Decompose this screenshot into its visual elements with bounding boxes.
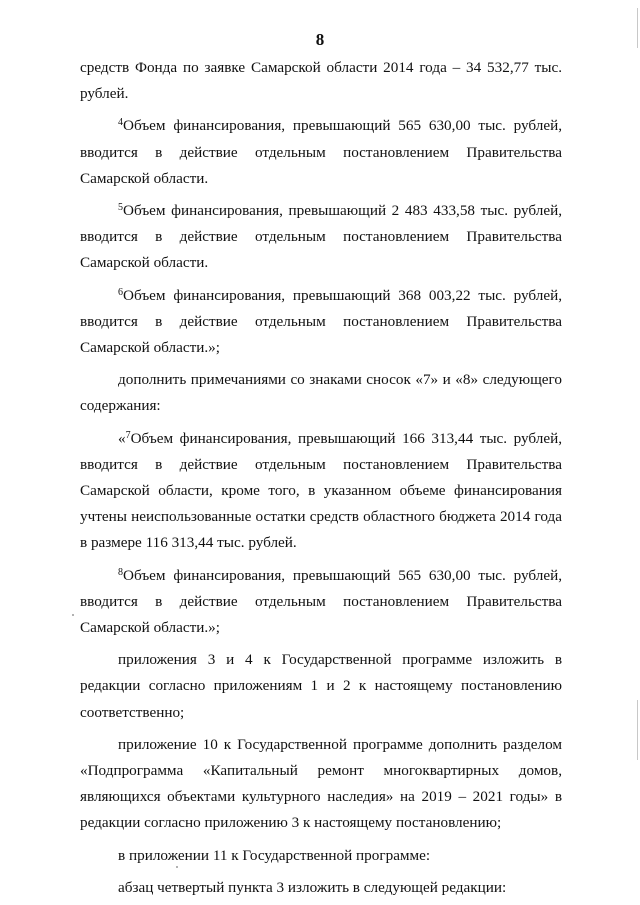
paragraph-text: средств Фонда по заявке Самарской области 2014 года – 34 532,77 тыс. рублей. — [80, 59, 562, 103]
document-body — [80, 55, 562, 901]
footnote-marker: 6 — [118, 286, 123, 298]
paragraph-text: Объем финансирования, превышающий 166 313,44 тыс. рублей, вводится в действие отдельным постановлением Правительства Самарской области, кроме того, в указанном объеме финансирования учтены неиспользованные остатки средств областного бюджета 2014 года в размере 116 313,44 тыс. рублей. — [80, 429, 562, 552]
paragraph-text: приложение 10 к Государственной программе дополнить разделом «Подпрограмма «Капитальный ремонт многоквартирных домов, являющихся объектами культурного наследия» на 2019 – 2021 годы» в редакции согласно приложению 3 к настоящему постановлению; — [80, 735, 562, 832]
footnote-5-paragraph — [80, 198, 562, 277]
footnote-6-paragraph — [80, 283, 562, 362]
paragraph-text: абзац четвертый пункта 3 изложить в следующей редакции: — [118, 878, 507, 896]
paragraph-text: Объем финансирования, превышающий 2 483 433,58 тыс. рублей, вводится в действие отдельным постановлением Правительства Самарской области. — [80, 202, 562, 272]
footnote-8-paragraph — [80, 563, 562, 642]
appendix-10-paragraph — [80, 732, 562, 837]
paragraph-text: Объем финансирования, превышающий 565 630,00 тыс. рублей, вводится в действие отдельным постановлением Правительства Самарской области.»; — [80, 566, 562, 637]
footnote-marker: 5 — [118, 202, 123, 214]
paragraph-text: дополнить примечаниями со знаками сносок «7» и «8» следующего содержания: — [80, 371, 562, 415]
paragraph-four-point-3 — [80, 875, 562, 901]
paragraph-text: в приложении 11 к Государственной программе: — [118, 846, 431, 864]
quote-mark: « — [118, 429, 126, 447]
paragraph-text: приложения 3 и 4 к Государственной программе изложить в редакции согласно приложениям 1 и 2 к настоящему постановлению соответственно; — [80, 651, 562, 721]
page-number: 8 — [315, 30, 325, 49]
footnote-marker: 7 — [125, 429, 131, 441]
add-notes-paragraph — [80, 367, 562, 419]
footnote-7-paragraph — [80, 426, 562, 557]
footnote-marker: 4 — [118, 117, 123, 129]
paragraph-text: Объем финансирования, превышающий 565 630,00 тыс. рублей, вводится в действие отдельным постановлением Правительства Самарской области. — [80, 117, 562, 187]
appendices-3-4-paragraph — [80, 647, 562, 726]
scan-edge-mark — [637, 700, 638, 760]
footnote-marker: 8 — [118, 566, 123, 578]
appendix-11-paragraph — [80, 843, 562, 869]
scan-edge-mark — [637, 8, 638, 48]
scan-speck — [72, 614, 74, 616]
scan-speck — [176, 866, 178, 868]
footnote-4-paragraph — [80, 113, 562, 192]
paragraph-text: Объем финансирования, превышающий 368 003,22 тыс. рублей, вводится в действие отдельным постановлением Правительства Самарской области.»; — [80, 286, 562, 357]
paragraph-funds-continuation — [80, 55, 562, 107]
